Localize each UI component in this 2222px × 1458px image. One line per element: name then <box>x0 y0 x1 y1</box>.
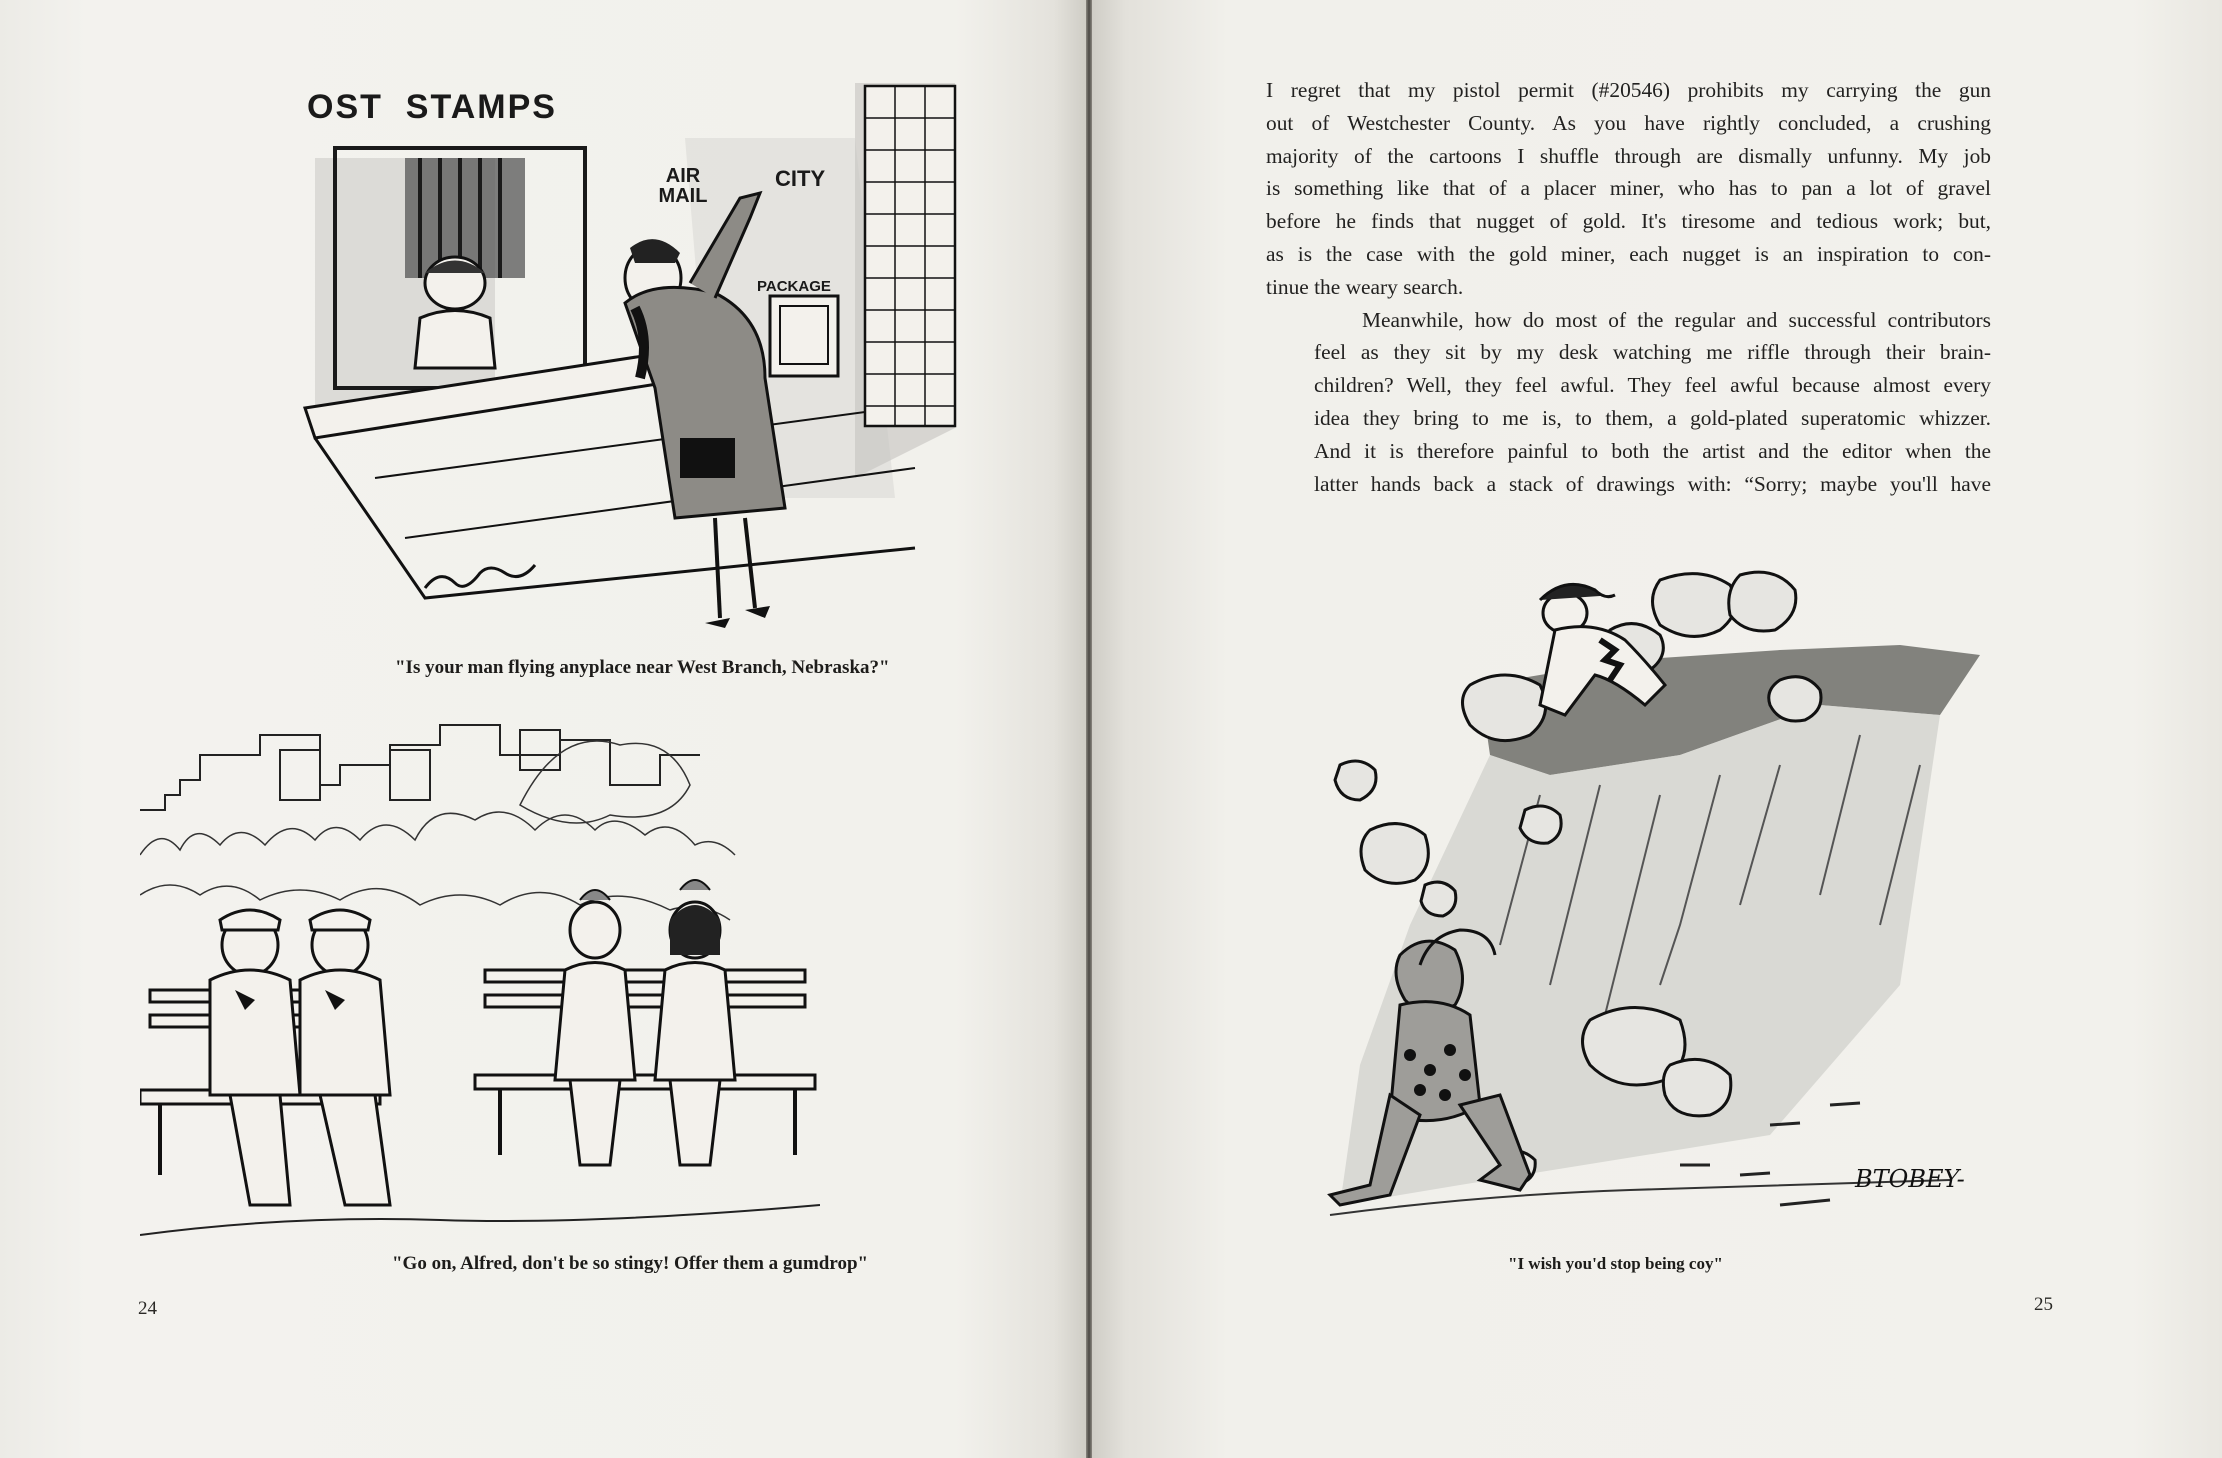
text-line: I regret that my pistol permit (#20546) prohibits my carrying the gun <box>1266 78 1991 102</box>
text-line: as is the case with the gold miner, each nugget is an inspiration to con- <box>1266 241 1991 266</box>
page-number-left: 24 <box>138 1298 157 1319</box>
text-line: children? Well, they feel awful. They feel awful because almost every <box>1314 373 1991 398</box>
text-line: out of Westchester County. As you have rightly concluded, a crushing <box>1266 110 1991 135</box>
park-bench-illustration <box>140 695 820 1260</box>
right-cartoon-caption: "I wish you'd stop being coy" <box>1508 1254 1723 1273</box>
bottom-cartoon-caption: "Go on, Alfred, don't be so stingy! Offer them a gumdrop" <box>392 1253 869 1274</box>
text-line: is something like that of a placer miner, who has to pan a lot of gravel <box>1266 176 1991 201</box>
body-text <box>1266 74 1991 500</box>
text-line: feel as they sit by my desk watching me riffle through their brain- <box>1314 340 1991 365</box>
cliff-cartoon <box>1300 565 1990 1240</box>
top-cartoon-caption: "Is your man flying anyplace near West Branch, Nebraska?" <box>395 657 890 678</box>
post-office-cartoon <box>295 78 965 638</box>
cliff-illustration <box>1300 565 1990 1240</box>
sign-city: CITY <box>775 166 826 191</box>
text-line: tinue the weary search. <box>1266 274 1464 299</box>
text-line: before he finds that nugget of gold. It's tiresome and tedious work; but, <box>1266 209 1991 234</box>
text-line: majority of the cartoons I shuffle through are dismally unfunny. My job <box>1266 143 1991 168</box>
paragraph-2 <box>1266 304 1991 501</box>
park-bench-cartoon <box>140 695 820 1260</box>
text-line: latter hands back a stack of drawings with: “Sorry; maybe you'll have <box>1314 471 1991 496</box>
sign-stamps: OST STAMPS <box>307 88 557 126</box>
paragraph-1 <box>1266 74 1991 304</box>
sign-package: PACKAGE <box>757 278 831 295</box>
cartoonist-signature: BTOBEY- <box>1855 1165 1965 1193</box>
text-line: idea they bring to me is, to them, a gold-plated superatomic whizzer. <box>1314 405 1991 430</box>
text-line: And it is therefore painful to both the artist and the editor when the <box>1314 438 1991 463</box>
post-office-illustration <box>295 78 965 638</box>
text-line: Meanwhile, how do most of the regular and successful contributors <box>1362 307 1991 332</box>
sign-airmail: AIR MAIL <box>658 165 708 207</box>
page-number-right: 25 <box>2034 1294 2053 1315</box>
